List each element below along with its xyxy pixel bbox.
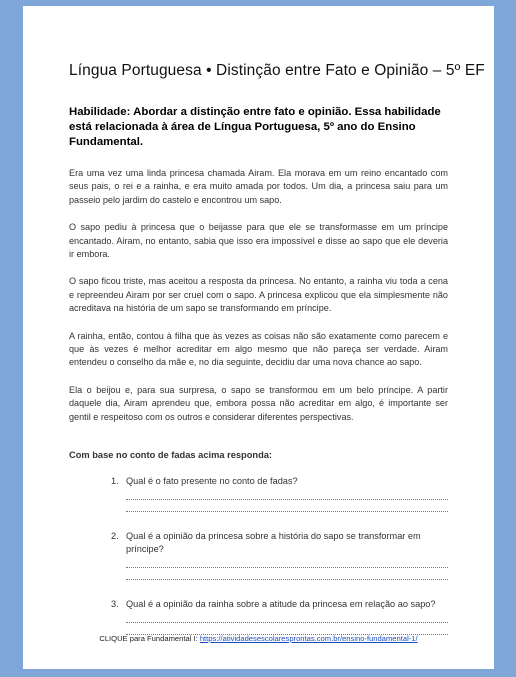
answer-line[interactable]: [126, 502, 448, 512]
answer-line[interactable]: [126, 570, 448, 580]
question-number: 2.: [111, 531, 119, 542]
story-text: [69, 167, 448, 424]
story-paragraph: O sapo pediu à princesa que o beijasse para que ele se transformasse em um príncipe encantado. Airam, no entanto, sabia que isso era impossível e disse ao sapo que ele deveria ir embora.: [69, 222, 448, 260]
footer: [23, 634, 494, 643]
answer-line[interactable]: [126, 613, 448, 623]
question-number: 1.: [111, 476, 119, 487]
footer-label: CLIQUE para Fundamental I:: [99, 634, 198, 643]
question-text: Qual é o fato presente no conto de fadas?: [126, 476, 298, 487]
page-title: Língua Portuguesa • Distinção entre Fato e Opinião – 5º EF: [69, 62, 485, 79]
questions-list: [111, 475, 448, 635]
worksheet-page: [23, 6, 494, 669]
question-text: Qual é a opinião da princesa sobre a história do sapo se transformar em príncipe?: [126, 531, 421, 555]
story-paragraph: Ela o beijou e, para sua surpresa, o sapo se transformou em um belo príncipe. A partir daquele dia, Airam aprendeu que, embora possa não acreditar em algo, é importante ser gentil e respeitoso com os outros e considerar diferentes perspectivas.: [69, 384, 448, 422]
story-paragraph: O sapo ficou triste, mas aceitou a resposta da princesa. No entanto, a rainha viu toda a cena e repreendeu Airam por ser cruel com o sapo. A princesa explicou que ela simplesmente não acreditava na história de um sapo se transformando em príncipe.: [69, 276, 448, 314]
question-number: 3.: [111, 599, 119, 610]
skill-statement: Habilidade: Abordar a distinção entre fato e opinião. Essa habilidade está relacionada à área de Língua Portuguesa, 5º ano do Ensino Fundamental.: [69, 106, 441, 148]
question-item: [111, 475, 448, 512]
question-item: [111, 530, 448, 580]
question-item: [111, 598, 448, 635]
story-paragraph: A rainha, então, contou à filha que às vezes as coisas não são exatamente como parecem e que às vezes é melhor acreditar em algo mesmo que não pareça ser verdade. Airam entendeu o conselho da mãe e, no dia seguinte, decidiu dar uma nova chance ao sapo.: [69, 330, 448, 368]
footer-link[interactable]: https://atividadesescolaresprontas.com.br/ensino-fundamental-1/: [199, 634, 418, 643]
story-paragraph: Era uma vez uma linda princesa chamada Airam. Ela morava em um reino encantado com seus pais, o rei e a rainha, e era muito amada por todos. Um dia, a princesa saiu para um passeio pelo jardim do castelo e encontrou um sapo.: [69, 168, 448, 205]
answer-line[interactable]: [126, 490, 448, 500]
questions-prompt: Com base no conto de fadas acima responda:: [69, 450, 273, 461]
answer-line[interactable]: [126, 558, 448, 568]
question-text: Qual é a opinião da rainha sobre a atitude da princesa em relação ao sapo?: [126, 599, 436, 610]
